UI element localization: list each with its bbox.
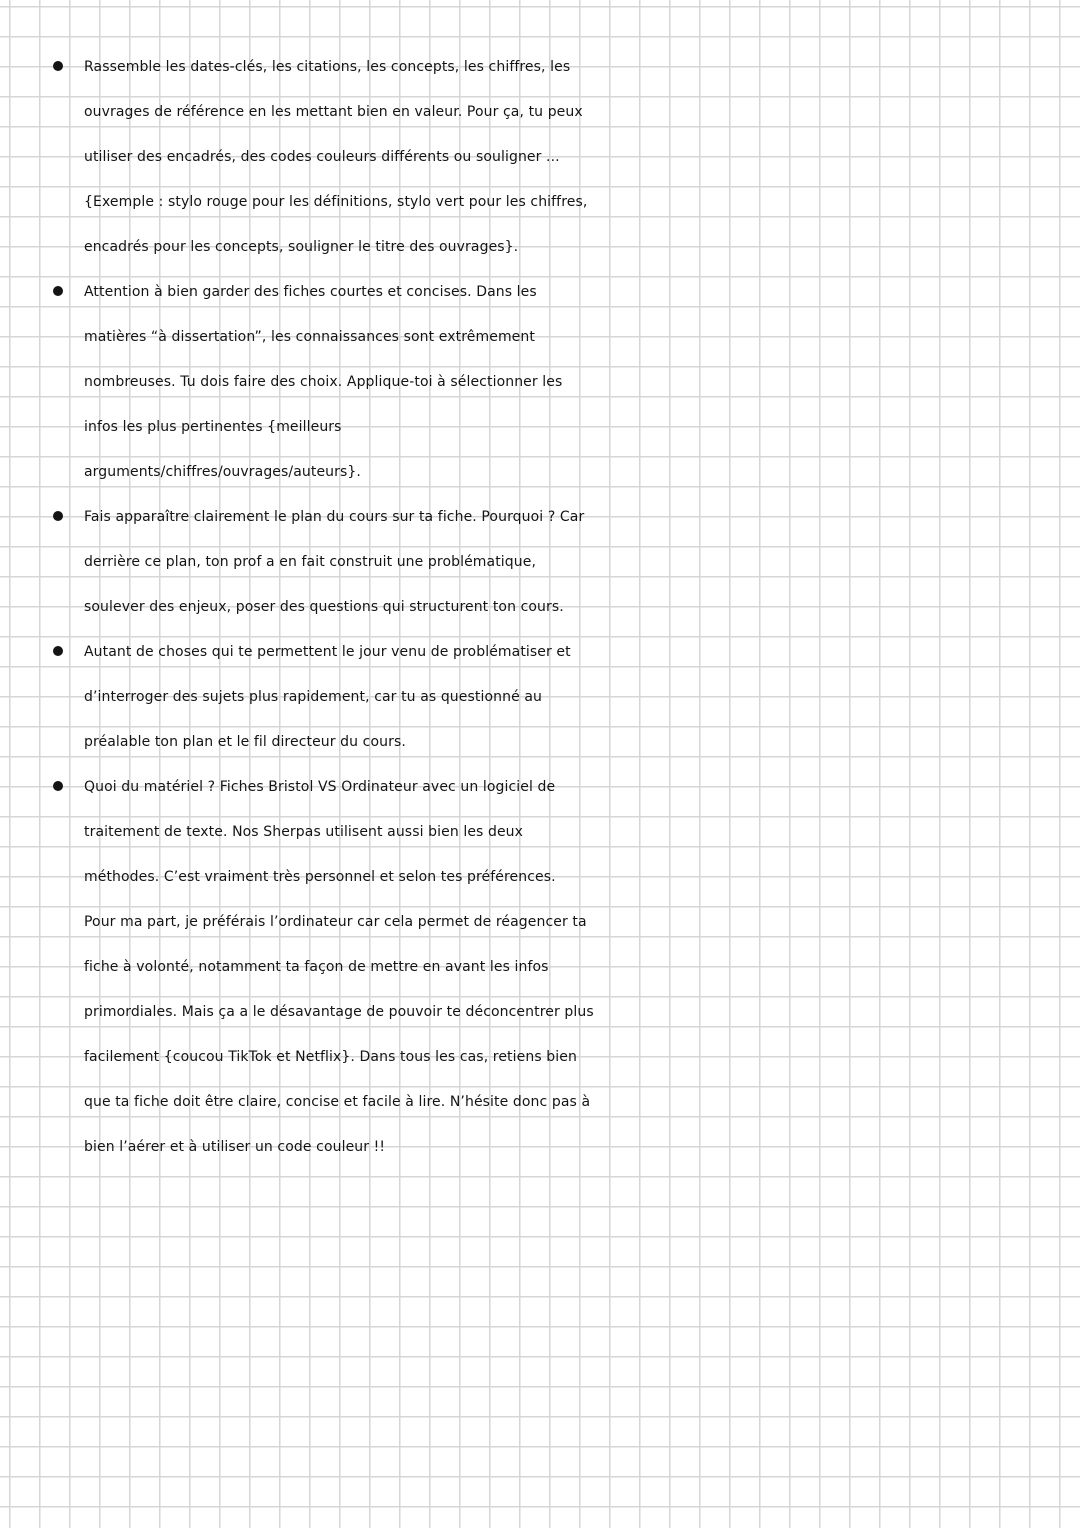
text-line: Attention à bien garder des fiches courtes et concises. Dans les xyxy=(84,284,537,300)
text-line: préalable ton plan et le fil directeur du cours. xyxy=(84,734,406,750)
bullet-item-problematiser xyxy=(0,632,1080,767)
text-line: Autant de choses qui te permettent le jour venu de problématiser et xyxy=(84,644,571,660)
bullet-item-dates xyxy=(0,47,1080,272)
text-line: ouvrages de référence en les mettant bien en valeur. Pour ça, tu peux xyxy=(84,104,583,120)
bullet-item-materiel xyxy=(0,767,1080,1172)
text-line: Pour ma part, je préférais l’ordinateur car cela permet de réagencer ta xyxy=(84,914,587,930)
text-line: soulever des enjeux, poser des questions qui structurent ton cours. xyxy=(84,599,564,615)
text-line: Fais apparaître clairement le plan du cours sur ta fiche. Pourquoi ? Car xyxy=(84,509,585,525)
bullet-dot xyxy=(53,781,63,791)
bullet-dot xyxy=(53,646,63,656)
text-line: nombreuses. Tu dois faire des choix. Applique-toi à sélectionner les xyxy=(84,374,563,390)
bullet-dot xyxy=(53,61,63,71)
text-line: Quoi du matériel ? Fiches Bristol VS Ordinateur avec un logiciel de xyxy=(84,779,556,795)
text-line: derrière ce plan, ton prof a en fait construit une problématique, xyxy=(84,554,537,570)
text-line: que ta fiche doit être claire, concise et facile à lire. N’hésite donc pas à xyxy=(84,1094,591,1110)
bullet-item-plan-du-cours xyxy=(0,497,1080,632)
text-line: primordiales. Mais ça a le désavantage de pouvoir te déconcentrer plus xyxy=(84,1004,594,1020)
bullet-dot xyxy=(53,286,63,296)
text-line: arguments/chiffres/ouvrages/auteurs}. xyxy=(84,464,361,480)
text-line: fiche à volonté, notamment ta façon de mettre en avant les infos xyxy=(84,959,549,975)
text-line: traitement de texte. Nos Sherpas utilisent aussi bien les deux xyxy=(84,824,524,840)
bullet-dot xyxy=(53,511,63,521)
text-line: d’interroger des sujets plus rapidement, car tu as questionné au xyxy=(84,689,542,705)
text-line: utiliser des encadrés, des codes couleurs différents ou souligner ... xyxy=(84,149,560,165)
text-line: {Exemple : stylo rouge pour les définitions, stylo vert pour les chiffres, xyxy=(84,194,588,210)
text-line: bien l’aérer et à utiliser un code couleur !! xyxy=(84,1139,386,1155)
text-line: infos les plus pertinentes {meilleurs xyxy=(84,419,342,435)
text-line: facilement {coucou TikTok et Netflix}. Dans tous les cas, retiens bien xyxy=(84,1049,577,1065)
text-line: Rassemble les dates-clés, les citations, les concepts, les chiffres, les xyxy=(84,59,571,75)
text-line: méthodes. C’est vraiment très personnel et selon tes préférences. xyxy=(84,869,556,885)
bullet-list xyxy=(0,47,1080,1172)
bullet-item-fiches-courtes xyxy=(0,272,1080,497)
text-line: matières “à dissertation”, les connaissances sont extrêmement xyxy=(84,329,535,345)
text-line: encadrés pour les concepts, souligner le titre des ouvrages}. xyxy=(84,239,519,255)
